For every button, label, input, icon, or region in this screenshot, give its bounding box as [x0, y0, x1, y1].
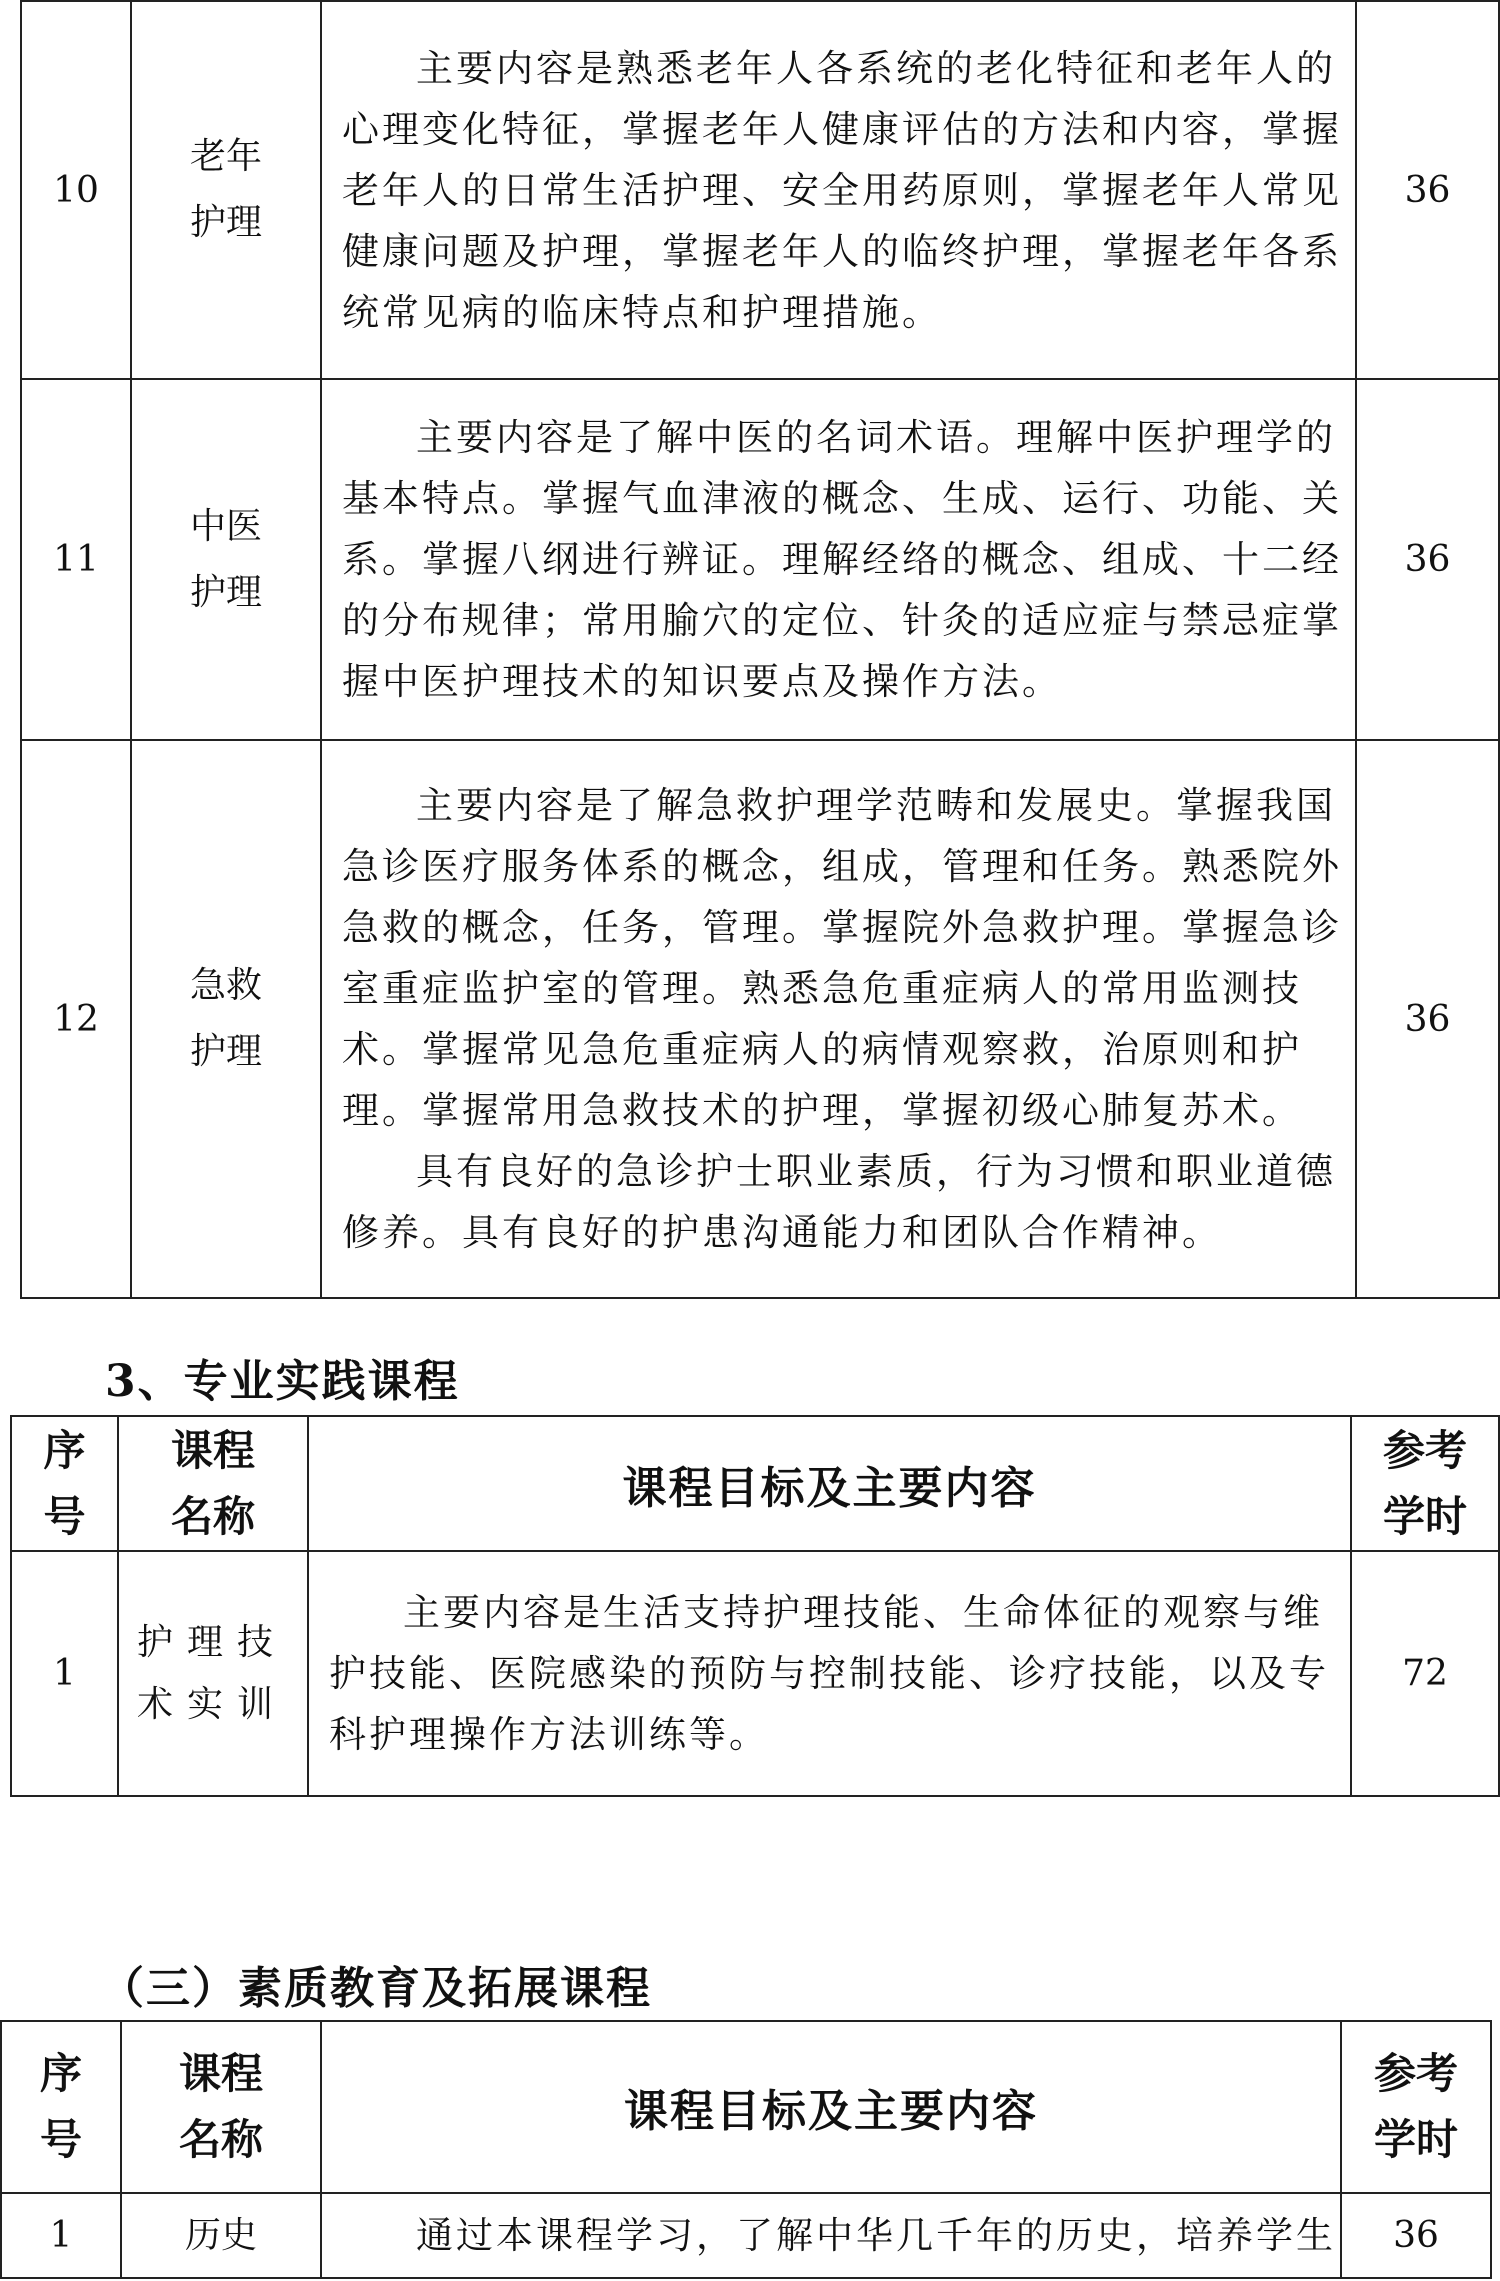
table-header-row [1, 2021, 1491, 2193]
row-number: 11 [21, 379, 131, 740]
header-number [1, 2021, 121, 2193]
header-line: 名称 [170, 1491, 255, 1541]
course-hours: 36 [1356, 740, 1499, 1298]
header-content: 课程目标及主要内容 [321, 2021, 1341, 2193]
table-row [21, 379, 1499, 740]
table-row [21, 740, 1499, 1298]
header-content: 课程目标及主要内容 [308, 1416, 1351, 1551]
header-line: 参考 [1382, 1425, 1467, 1475]
course-content [321, 1, 1356, 379]
course-table-professional [20, 0, 1500, 1299]
content-paragraph: 主要内容是了解中医的名词术语。理解中医护理学的基本特点。掌握气血津液的概念、生成、运行、功能、关系。掌握八纲进行辨证。理解经络的概念、组成、十二经的分布规律；常用腧穴的定位、针灸的适应症与禁忌症掌握中医护理技术的知识要点及操作方法。 [342, 416, 1342, 703]
header-line: 号 [43, 1491, 86, 1541]
course-content: 通过本课程学习，了解中华几千年的历史，培养学生 [321, 2193, 1341, 2278]
content-paragraph: 具有良好的急诊护士职业素质，行为习惯和职业道德修养。具有良好的护患沟通能力和团队合作精神。 [342, 1150, 1336, 1254]
header-hours [1341, 2021, 1491, 2193]
section-title-practice: 3、专业实践课程 [105, 1356, 460, 1407]
header-number [11, 1416, 118, 1551]
course-name-line: 急救 [189, 965, 262, 1006]
course-content: 主要内容是生活支持护理技能、生命体征的观察与维护技能、医院感染的预防与控制技能、诊疗技能，以及专科护理操作方法训练等。 [308, 1551, 1351, 1796]
header-course-name [121, 2021, 321, 2193]
row-number: 1 [1, 2193, 121, 2278]
table-row [21, 1, 1499, 379]
course-content [321, 740, 1356, 1298]
header-line: 序 [43, 1425, 86, 1475]
course-table-quality [0, 2020, 1492, 2279]
course-name: 护理技术实训 [118, 1551, 308, 1796]
course-hours: 36 [1341, 2193, 1491, 2278]
course-hours: 36 [1356, 1, 1499, 379]
table-row [11, 1551, 1499, 1796]
course-name [131, 1, 321, 379]
section-title-quality: （三）素质教育及拓展课程 [100, 1963, 652, 2014]
header-line: 课程 [178, 2049, 263, 2098]
course-name-line: 护理 [189, 202, 262, 243]
course-name-line: 中医 [189, 505, 262, 547]
content-paragraph: 主要内容是熟悉老年人各系统的老化特征和老年人的心理变化特征，掌握老年人健康评估的方法和内容，掌握老年人的日常生活护理、安全用药原则，掌握老年人常见健康问题及护理，掌握老年人的临终护理，掌握老年各系统常见病的临床特点和护理措施。 [342, 46, 1342, 334]
course-hours: 72 [1351, 1551, 1499, 1796]
course-name-line: 老年 [189, 136, 262, 177]
header-course-name [118, 1416, 308, 1551]
table-row [1, 2193, 1491, 2278]
course-table-practice [10, 1415, 1500, 1797]
header-line: 课程 [170, 1425, 255, 1475]
course-hours: 36 [1356, 379, 1499, 740]
course-name-line: 护理 [189, 571, 262, 613]
header-line: 学时 [1382, 1491, 1467, 1541]
header-line: 参考 [1373, 2049, 1458, 2098]
course-name-line: 护理 [189, 1031, 262, 1072]
row-number: 10 [21, 1, 131, 379]
header-line: 名称 [178, 2115, 263, 2164]
course-content [321, 379, 1356, 740]
header-line: 学时 [1373, 2115, 1458, 2164]
course-name: 历史 [121, 2193, 321, 2278]
course-name [131, 740, 321, 1298]
header-hours [1351, 1416, 1499, 1551]
row-number: 12 [21, 740, 131, 1298]
header-line: 号 [39, 2115, 82, 2164]
content-paragraph: 主要内容是了解急救护理学范畴和发展史。掌握我国急诊医疗服务体系的概念，组成，管理和任务。熟悉院外急救的概念，任务，管理。掌握院外急救护理。掌握急诊室重症监护室的管理。熟悉急危重症病人的常用监测技术。掌握常见急危重症病人的病情观察救，治原则和护理。掌握常用急救技术的护理，掌握初级心肺复苏术。 [342, 784, 1342, 1132]
table-header-row [11, 1416, 1499, 1551]
course-name [131, 379, 321, 740]
header-line: 序 [39, 2049, 82, 2098]
row-number: 1 [11, 1551, 118, 1796]
